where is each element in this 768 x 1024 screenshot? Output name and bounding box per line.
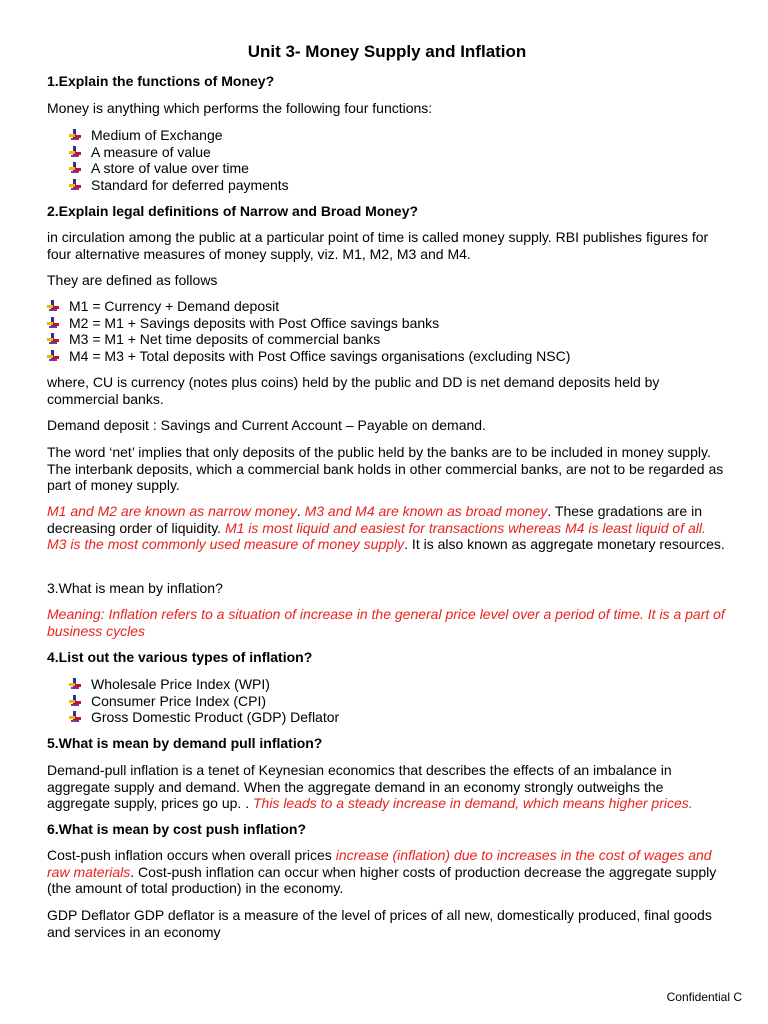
hand-bullet-icon [69, 695, 82, 707]
hand-bullet-icon [47, 300, 60, 312]
hand-bullet-icon [69, 162, 82, 174]
q5-para: Demand-pull inflation is a tenet of Keynesian economics that describes the effects of an imbalance in aggregate supply and demand. When the aggregate demand in an economy strongly outweighs the aggregate supply, prices go up. . This leads to a steady increase in demand, which means higher prices. [47, 762, 693, 811]
list-item: M4 = M3 + Total deposits with Post Office savings organisations (excluding NSC) [47, 348, 570, 365]
q1-function-list [69, 127, 289, 193]
q2-para-cu-dd: where, CU is currency (notes plus coins) held by the public and DD is net demand deposits held by commercial banks. [47, 374, 660, 407]
list-item: M3 = M1 + Net time deposits of commercial banks [47, 331, 570, 348]
list-item: Medium of Exchange [69, 127, 289, 144]
list-item: Wholesale Price Index (WPI) [69, 676, 339, 693]
list-item: A store of value over time [69, 160, 289, 177]
q3-heading: 3.What is mean by inflation? [47, 580, 223, 596]
q2-para-liquidity: M1 and M2 are known as narrow money. M3 and M4 are known as broad money. These gradations are in decreasing order of liquidity. M1 is most liquid and easiest for transactions whereas M4 is least liquid of all. M3 is the most commonly used measure of money supply. It is also known as aggregate monetary resources. [47, 503, 725, 552]
hand-bullet-icon [69, 711, 82, 723]
q1-heading: 1.Explain the functions of Money? [47, 73, 275, 89]
page-title: Unit 3- Money Supply and Inflation [247, 42, 527, 61]
list-item: A measure of value [69, 144, 289, 161]
list-item: M2 = M1 + Savings deposits with Post Office savings banks [47, 315, 570, 332]
red-text: M1 is most liquid and easiest for transactions whereas M4 is least liquid of all. M3 is the most commonly used measure of money supply [47, 519, 706, 552]
q1-intro: Money is anything which performs the following four functions: [47, 100, 433, 116]
list-item: Standard for deferred payments [69, 177, 289, 194]
hand-bullet-icon [47, 333, 60, 345]
gdp-deflator-para: GDP Deflator GDP deflator is a measure of the level of prices of all new, domestically produced, final goods and services in an economy [47, 907, 712, 940]
q5-heading: 5.What is mean by demand pull inflation? [47, 735, 323, 751]
red-text: increase (inflation) due to increases in the cost of wages and raw materials [47, 847, 712, 880]
red-text: M3 and M4 are known as broad money [304, 503, 548, 519]
hand-bullet-icon [69, 129, 82, 141]
q4-heading: 4.List out the various types of inflation? [47, 649, 313, 665]
q2-para-definition: in circulation among the public at a particular point of time is called money supply. RBI publishes figures for four alternative measures of money supply, viz. M1, M2, M3 and M4. [47, 229, 709, 262]
q2-heading: 2.Explain legal definitions of Narrow and Broad Money? [47, 203, 419, 219]
q4-types-list [69, 676, 339, 726]
list-item: Gross Domestic Product (GDP) Deflator [69, 709, 339, 726]
q6-heading: 6.What is mean by cost push inflation? [47, 821, 307, 837]
hand-bullet-icon [47, 350, 60, 362]
list-item: M1 = Currency + Demand deposit [47, 298, 570, 315]
q2-para-demand-deposit: Demand deposit : Savings and Current Account – Payable on demand. [47, 417, 486, 433]
hand-bullet-icon [47, 317, 60, 329]
q3-meaning: Meaning: Inflation refers to a situation of increase in the general price level over a period of time. It is a part of business cycles [47, 606, 725, 639]
red-text: This leads to a steady increase in demand, which means higher prices. [252, 795, 693, 811]
q2-measures-list [47, 298, 570, 364]
q2-para-net: The word ‘net’ implies that only deposits of the public held by the banks are to be included in money supply. The interbank deposits, which a commercial bank holds in other commercial banks, are not to be regarded as part of money supply. [47, 444, 724, 493]
red-text: M1 and M2 are known as narrow money [47, 503, 297, 519]
footer-confidential: Confidential C [666, 990, 742, 1004]
hand-bullet-icon [69, 678, 82, 690]
q2-para-defined: They are defined as follows [47, 272, 218, 288]
q6-para: Cost-push inflation occurs when overall prices increase (inflation) due to increases in the cost of wages and raw materials. Cost-push inflation can occur when higher costs of production decrease the aggregate supply (the amount of total production) in the economy. [47, 847, 717, 896]
hand-bullet-icon [69, 146, 82, 158]
hand-bullet-icon [69, 179, 82, 191]
list-item: Consumer Price Index (CPI) [69, 693, 339, 710]
